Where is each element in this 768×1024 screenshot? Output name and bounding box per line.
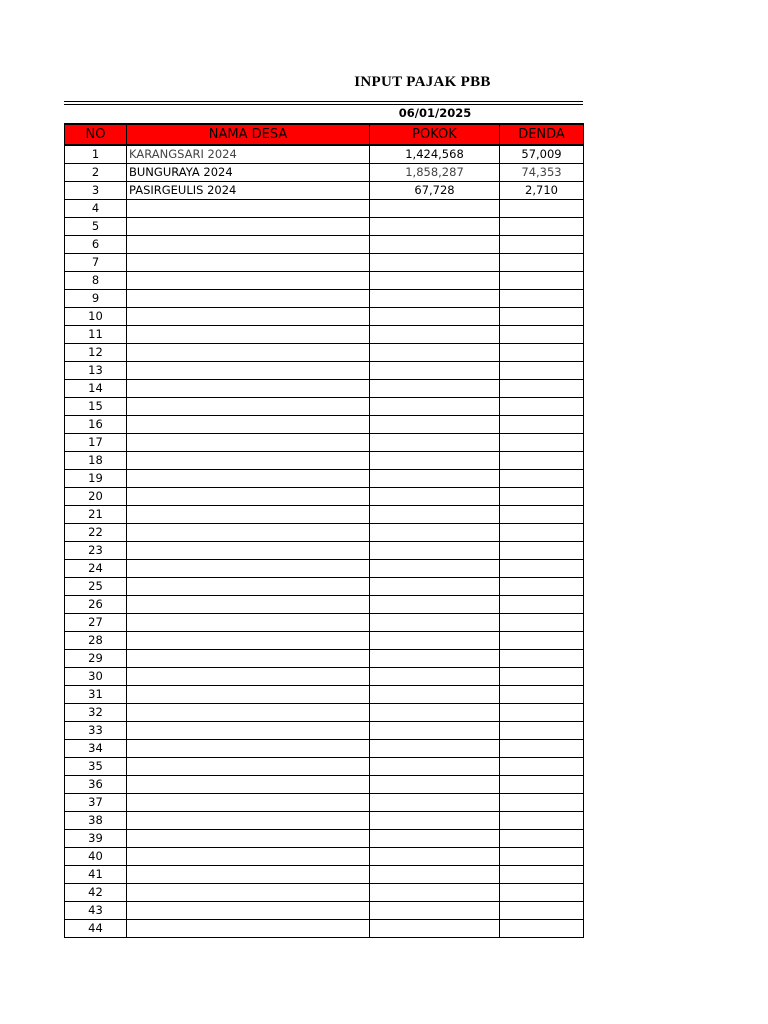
table-cell-pokok[interactable]: [370, 722, 500, 740]
table-cell-denda[interactable]: [500, 596, 584, 614]
table-cell-pokok[interactable]: [370, 272, 500, 290]
table-cell-no[interactable]: 38: [65, 812, 127, 830]
table-cell-denda[interactable]: [500, 758, 584, 776]
table-cell-denda[interactable]: [500, 560, 584, 578]
table-cell-nama-desa[interactable]: KARANGSARI 2024: [127, 145, 370, 164]
table-cell-nama-desa[interactable]: [127, 722, 370, 740]
table-cell-no[interactable]: 16: [65, 416, 127, 434]
table-cell-pokok[interactable]: [370, 686, 500, 704]
table-cell-nama-desa[interactable]: [127, 686, 370, 704]
table-cell-no[interactable]: 14: [65, 380, 127, 398]
table-cell-no[interactable]: 40: [65, 848, 127, 866]
table-cell-pokok[interactable]: [370, 254, 500, 272]
document-title: INPUT PAJAK PBB: [354, 74, 491, 90]
table-cell-no[interactable]: 23: [65, 542, 127, 560]
table-cell-pokok[interactable]: [370, 614, 500, 632]
table-cell-denda[interactable]: [500, 434, 584, 452]
table-cell-nama-desa[interactable]: [127, 920, 370, 938]
table-row: [65, 254, 584, 272]
table-cell-nama-desa[interactable]: [127, 776, 370, 794]
table-cell-pokok[interactable]: [370, 236, 500, 254]
table-row: [65, 884, 584, 902]
table-cell-nama-desa[interactable]: [127, 362, 370, 380]
table-row: [65, 416, 584, 434]
table-cell-nama-desa[interactable]: [127, 326, 370, 344]
table-row: [65, 758, 584, 776]
header-nama-desa: NAMA DESA: [127, 124, 370, 145]
table-cell-no[interactable]: 20: [65, 488, 127, 506]
table-cell-nama-desa[interactable]: [127, 668, 370, 686]
table-cell-no[interactable]: 35: [65, 758, 127, 776]
table-row: [65, 326, 584, 344]
table-cell-pokok[interactable]: [370, 290, 500, 308]
table-cell-no[interactable]: 39: [65, 830, 127, 848]
table-row: [65, 236, 584, 254]
table-row: [65, 145, 584, 164]
table-cell-denda[interactable]: [500, 668, 584, 686]
table-cell-no[interactable]: 21: [65, 506, 127, 524]
table-cell-pokok[interactable]: 1,858,287: [370, 164, 500, 182]
table-cell-pokok[interactable]: [370, 596, 500, 614]
table-cell-pokok[interactable]: [370, 344, 500, 362]
table-row: [65, 830, 584, 848]
table-cell-denda[interactable]: 57,009: [500, 145, 584, 164]
table-cell-no[interactable]: 36: [65, 776, 127, 794]
table-row: [65, 344, 584, 362]
table-cell-no[interactable]: 43: [65, 902, 127, 920]
table-cell-denda[interactable]: [500, 326, 584, 344]
table-row: [65, 704, 584, 722]
table-cell-denda[interactable]: [500, 848, 584, 866]
table-row: [65, 380, 584, 398]
table-cell-no[interactable]: 24: [65, 560, 127, 578]
header-pokok: POKOK: [370, 124, 500, 145]
table-row: [65, 506, 584, 524]
table-cell-no[interactable]: 2: [65, 164, 127, 182]
table-cell-pokok[interactable]: [370, 632, 500, 650]
table-cell-no[interactable]: 6: [65, 236, 127, 254]
table-cell-pokok[interactable]: [370, 848, 500, 866]
table-cell-no[interactable]: 44: [65, 920, 127, 938]
table-row: [65, 614, 584, 632]
table-cell-pokok[interactable]: [370, 740, 500, 758]
table-cell-no[interactable]: 30: [65, 668, 127, 686]
table-cell-no[interactable]: 1: [65, 145, 127, 164]
table-cell-pokok[interactable]: 1,424,568: [370, 145, 500, 164]
table-cell-denda[interactable]: [500, 362, 584, 380]
table-cell-no[interactable]: 27: [65, 614, 127, 632]
table-cell-denda[interactable]: 74,353: [500, 164, 584, 182]
table-row: [65, 560, 584, 578]
table-row: [65, 812, 584, 830]
table-row: [65, 470, 584, 488]
table-cell-no[interactable]: 33: [65, 722, 127, 740]
table-cell-pokok[interactable]: [370, 560, 500, 578]
table-row: [65, 542, 584, 560]
table-cell-nama-desa[interactable]: [127, 596, 370, 614]
table-cell-no[interactable]: 19: [65, 470, 127, 488]
table-cell-denda[interactable]: [500, 794, 584, 812]
table-cell-nama-desa[interactable]: [127, 812, 370, 830]
table-cell-no[interactable]: 34: [65, 740, 127, 758]
table-cell-nama-desa[interactable]: [127, 704, 370, 722]
table-cell-pokok[interactable]: [370, 920, 500, 938]
table-cell-denda[interactable]: [500, 488, 584, 506]
table-row: [65, 218, 584, 236]
title-divider-top: [64, 101, 583, 102]
table-cell-denda[interactable]: [500, 884, 584, 902]
table-cell-no[interactable]: 7: [65, 254, 127, 272]
table-row: [65, 488, 584, 506]
table-row: [65, 848, 584, 866]
table-cell-no[interactable]: 12: [65, 344, 127, 362]
table-cell-pokok[interactable]: [370, 200, 500, 218]
table-cell-no[interactable]: 28: [65, 632, 127, 650]
table-cell-no[interactable]: 9: [65, 290, 127, 308]
table-cell-pokok[interactable]: [370, 434, 500, 452]
table-cell-nama-desa[interactable]: PASIRGEULIS 2024: [127, 182, 370, 200]
table-cell-nama-desa[interactable]: [127, 470, 370, 488]
table-cell-pokok[interactable]: [370, 452, 500, 470]
table-cell-pokok[interactable]: [370, 398, 500, 416]
table-cell-denda[interactable]: [500, 290, 584, 308]
table-cell-nama-desa[interactable]: [127, 344, 370, 362]
table-cell-no[interactable]: 18: [65, 452, 127, 470]
table-cell-pokok[interactable]: [370, 902, 500, 920]
table-cell-denda[interactable]: [500, 254, 584, 272]
table-row: [65, 200, 584, 218]
table-cell-nama-desa[interactable]: [127, 740, 370, 758]
table-cell-denda[interactable]: [500, 830, 584, 848]
table-row: [65, 686, 584, 704]
table-cell-no[interactable]: 25: [65, 578, 127, 596]
table-cell-nama-desa[interactable]: [127, 254, 370, 272]
table-cell-denda[interactable]: [500, 398, 584, 416]
table-cell-denda[interactable]: [500, 416, 584, 434]
table-cell-pokok[interactable]: [370, 758, 500, 776]
table-cell-pokok[interactable]: [370, 794, 500, 812]
table-row: [65, 902, 584, 920]
table-cell-nama-desa[interactable]: [127, 578, 370, 596]
table-cell-pokok[interactable]: [370, 668, 500, 686]
table-cell-nama-desa[interactable]: [127, 884, 370, 902]
table-cell-nama-desa[interactable]: [127, 434, 370, 452]
table-cell-nama-desa[interactable]: [127, 614, 370, 632]
document-date: 06/01/2025: [398, 106, 472, 120]
table-cell-denda[interactable]: [500, 776, 584, 794]
table-cell-nama-desa[interactable]: [127, 416, 370, 434]
table-cell-nama-desa[interactable]: [127, 308, 370, 326]
table-row: [65, 650, 584, 668]
table-cell-denda[interactable]: [500, 506, 584, 524]
table-cell-nama-desa[interactable]: [127, 848, 370, 866]
table-cell-nama-desa[interactable]: [127, 866, 370, 884]
table-cell-denda[interactable]: [500, 344, 584, 362]
table-row: [65, 362, 584, 380]
table-cell-nama-desa[interactable]: [127, 236, 370, 254]
table-cell-nama-desa[interactable]: [127, 290, 370, 308]
table-row: [65, 398, 584, 416]
table-cell-no[interactable]: 17: [65, 434, 127, 452]
table-cell-pokok[interactable]: [370, 542, 500, 560]
table-cell-nama-desa[interactable]: [127, 380, 370, 398]
table-cell-no[interactable]: 32: [65, 704, 127, 722]
table-cell-denda[interactable]: [500, 722, 584, 740]
table-cell-no[interactable]: 29: [65, 650, 127, 668]
table-cell-nama-desa[interactable]: [127, 830, 370, 848]
table-cell-pokok[interactable]: [370, 578, 500, 596]
table-cell-pokok[interactable]: [370, 218, 500, 236]
table-cell-pokok[interactable]: [370, 380, 500, 398]
table-cell-denda[interactable]: [500, 524, 584, 542]
table-cell-nama-desa[interactable]: [127, 452, 370, 470]
table-cell-nama-desa[interactable]: [127, 794, 370, 812]
table-cell-denda[interactable]: 2,710: [500, 182, 584, 200]
table-row: [65, 290, 584, 308]
table-cell-no[interactable]: 10: [65, 308, 127, 326]
table-cell-pokok[interactable]: [370, 524, 500, 542]
table-cell-denda[interactable]: [500, 218, 584, 236]
table-row: [65, 452, 584, 470]
table-cell-pokok[interactable]: 67,728: [370, 182, 500, 200]
table-cell-no[interactable]: 5: [65, 218, 127, 236]
table-cell-denda[interactable]: [500, 308, 584, 326]
table-cell-nama-desa[interactable]: BUNGURAYA 2024: [127, 164, 370, 182]
table-cell-nama-desa[interactable]: [127, 200, 370, 218]
table-row: [65, 578, 584, 596]
table-cell-no[interactable]: 4: [65, 200, 127, 218]
table-row: [65, 434, 584, 452]
table-cell-denda[interactable]: [500, 452, 584, 470]
table-cell-denda[interactable]: [500, 470, 584, 488]
table-row: [65, 308, 584, 326]
table-cell-pokok[interactable]: [370, 416, 500, 434]
table-cell-no[interactable]: 8: [65, 272, 127, 290]
table-cell-pokok[interactable]: [370, 812, 500, 830]
table-cell-denda[interactable]: [500, 866, 584, 884]
table-cell-denda[interactable]: [500, 650, 584, 668]
table-cell-pokok[interactable]: [370, 470, 500, 488]
table-cell-nama-desa[interactable]: [127, 506, 370, 524]
table-row: [65, 596, 584, 614]
table-cell-nama-desa[interactable]: [127, 218, 370, 236]
table-cell-nama-desa[interactable]: [127, 272, 370, 290]
table-cell-nama-desa[interactable]: [127, 758, 370, 776]
table-row: [65, 794, 584, 812]
table-cell-nama-desa[interactable]: [127, 542, 370, 560]
table-row: [65, 920, 584, 938]
table-cell-pokok[interactable]: [370, 362, 500, 380]
table-row: [65, 776, 584, 794]
table-cell-denda[interactable]: [500, 542, 584, 560]
table-cell-denda[interactable]: [500, 272, 584, 290]
table-row: [65, 722, 584, 740]
table-row: [65, 164, 584, 182]
table-cell-denda[interactable]: [500, 614, 584, 632]
table-cell-nama-desa[interactable]: [127, 524, 370, 542]
table-row: [65, 524, 584, 542]
table-cell-no[interactable]: 13: [65, 362, 127, 380]
table-cell-pokok[interactable]: [370, 326, 500, 344]
table-cell-denda[interactable]: [500, 236, 584, 254]
table-cell-pokok[interactable]: [370, 830, 500, 848]
table-cell-denda[interactable]: [500, 686, 584, 704]
table-cell-no[interactable]: 41: [65, 866, 127, 884]
table-row: [65, 866, 584, 884]
title-divider-bottom: [64, 104, 583, 105]
table-cell-denda[interactable]: [500, 380, 584, 398]
table-cell-nama-desa[interactable]: [127, 488, 370, 506]
pbb-input-table: [64, 123, 584, 938]
table-cell-no[interactable]: 42: [65, 884, 127, 902]
table-cell-no[interactable]: 11: [65, 326, 127, 344]
table-cell-nama-desa[interactable]: [127, 398, 370, 416]
table-row: [65, 632, 584, 650]
table-cell-nama-desa[interactable]: [127, 650, 370, 668]
table-cell-pokok[interactable]: [370, 308, 500, 326]
table-cell-denda[interactable]: [500, 200, 584, 218]
table-cell-nama-desa[interactable]: [127, 560, 370, 578]
table-cell-no[interactable]: 31: [65, 686, 127, 704]
table-cell-denda[interactable]: [500, 632, 584, 650]
table-cell-no[interactable]: 3: [65, 182, 127, 200]
table-cell-no[interactable]: 37: [65, 794, 127, 812]
table-cell-denda[interactable]: [500, 902, 584, 920]
table-cell-pokok[interactable]: [370, 506, 500, 524]
header-denda: DENDA: [500, 124, 584, 145]
table-cell-denda[interactable]: [500, 704, 584, 722]
table-cell-no[interactable]: 22: [65, 524, 127, 542]
table-cell-denda[interactable]: [500, 920, 584, 938]
table-cell-pokok[interactable]: [370, 776, 500, 794]
table-cell-pokok[interactable]: [370, 866, 500, 884]
table-cell-no[interactable]: 15: [65, 398, 127, 416]
table-cell-pokok[interactable]: [370, 704, 500, 722]
table-cell-pokok[interactable]: [370, 488, 500, 506]
table-row: [65, 740, 584, 758]
table-cell-nama-desa[interactable]: [127, 632, 370, 650]
table-row: [65, 272, 584, 290]
table-cell-denda[interactable]: [500, 740, 584, 758]
table-row: [65, 668, 584, 686]
table-cell-nama-desa[interactable]: [127, 902, 370, 920]
table-cell-pokok[interactable]: [370, 884, 500, 902]
table-header-row: [65, 124, 584, 145]
table-cell-pokok[interactable]: [370, 650, 500, 668]
table-cell-denda[interactable]: [500, 578, 584, 596]
table-cell-denda[interactable]: [500, 812, 584, 830]
header-no: NO: [65, 124, 127, 145]
table-row: [65, 182, 584, 200]
table-cell-no[interactable]: 26: [65, 596, 127, 614]
